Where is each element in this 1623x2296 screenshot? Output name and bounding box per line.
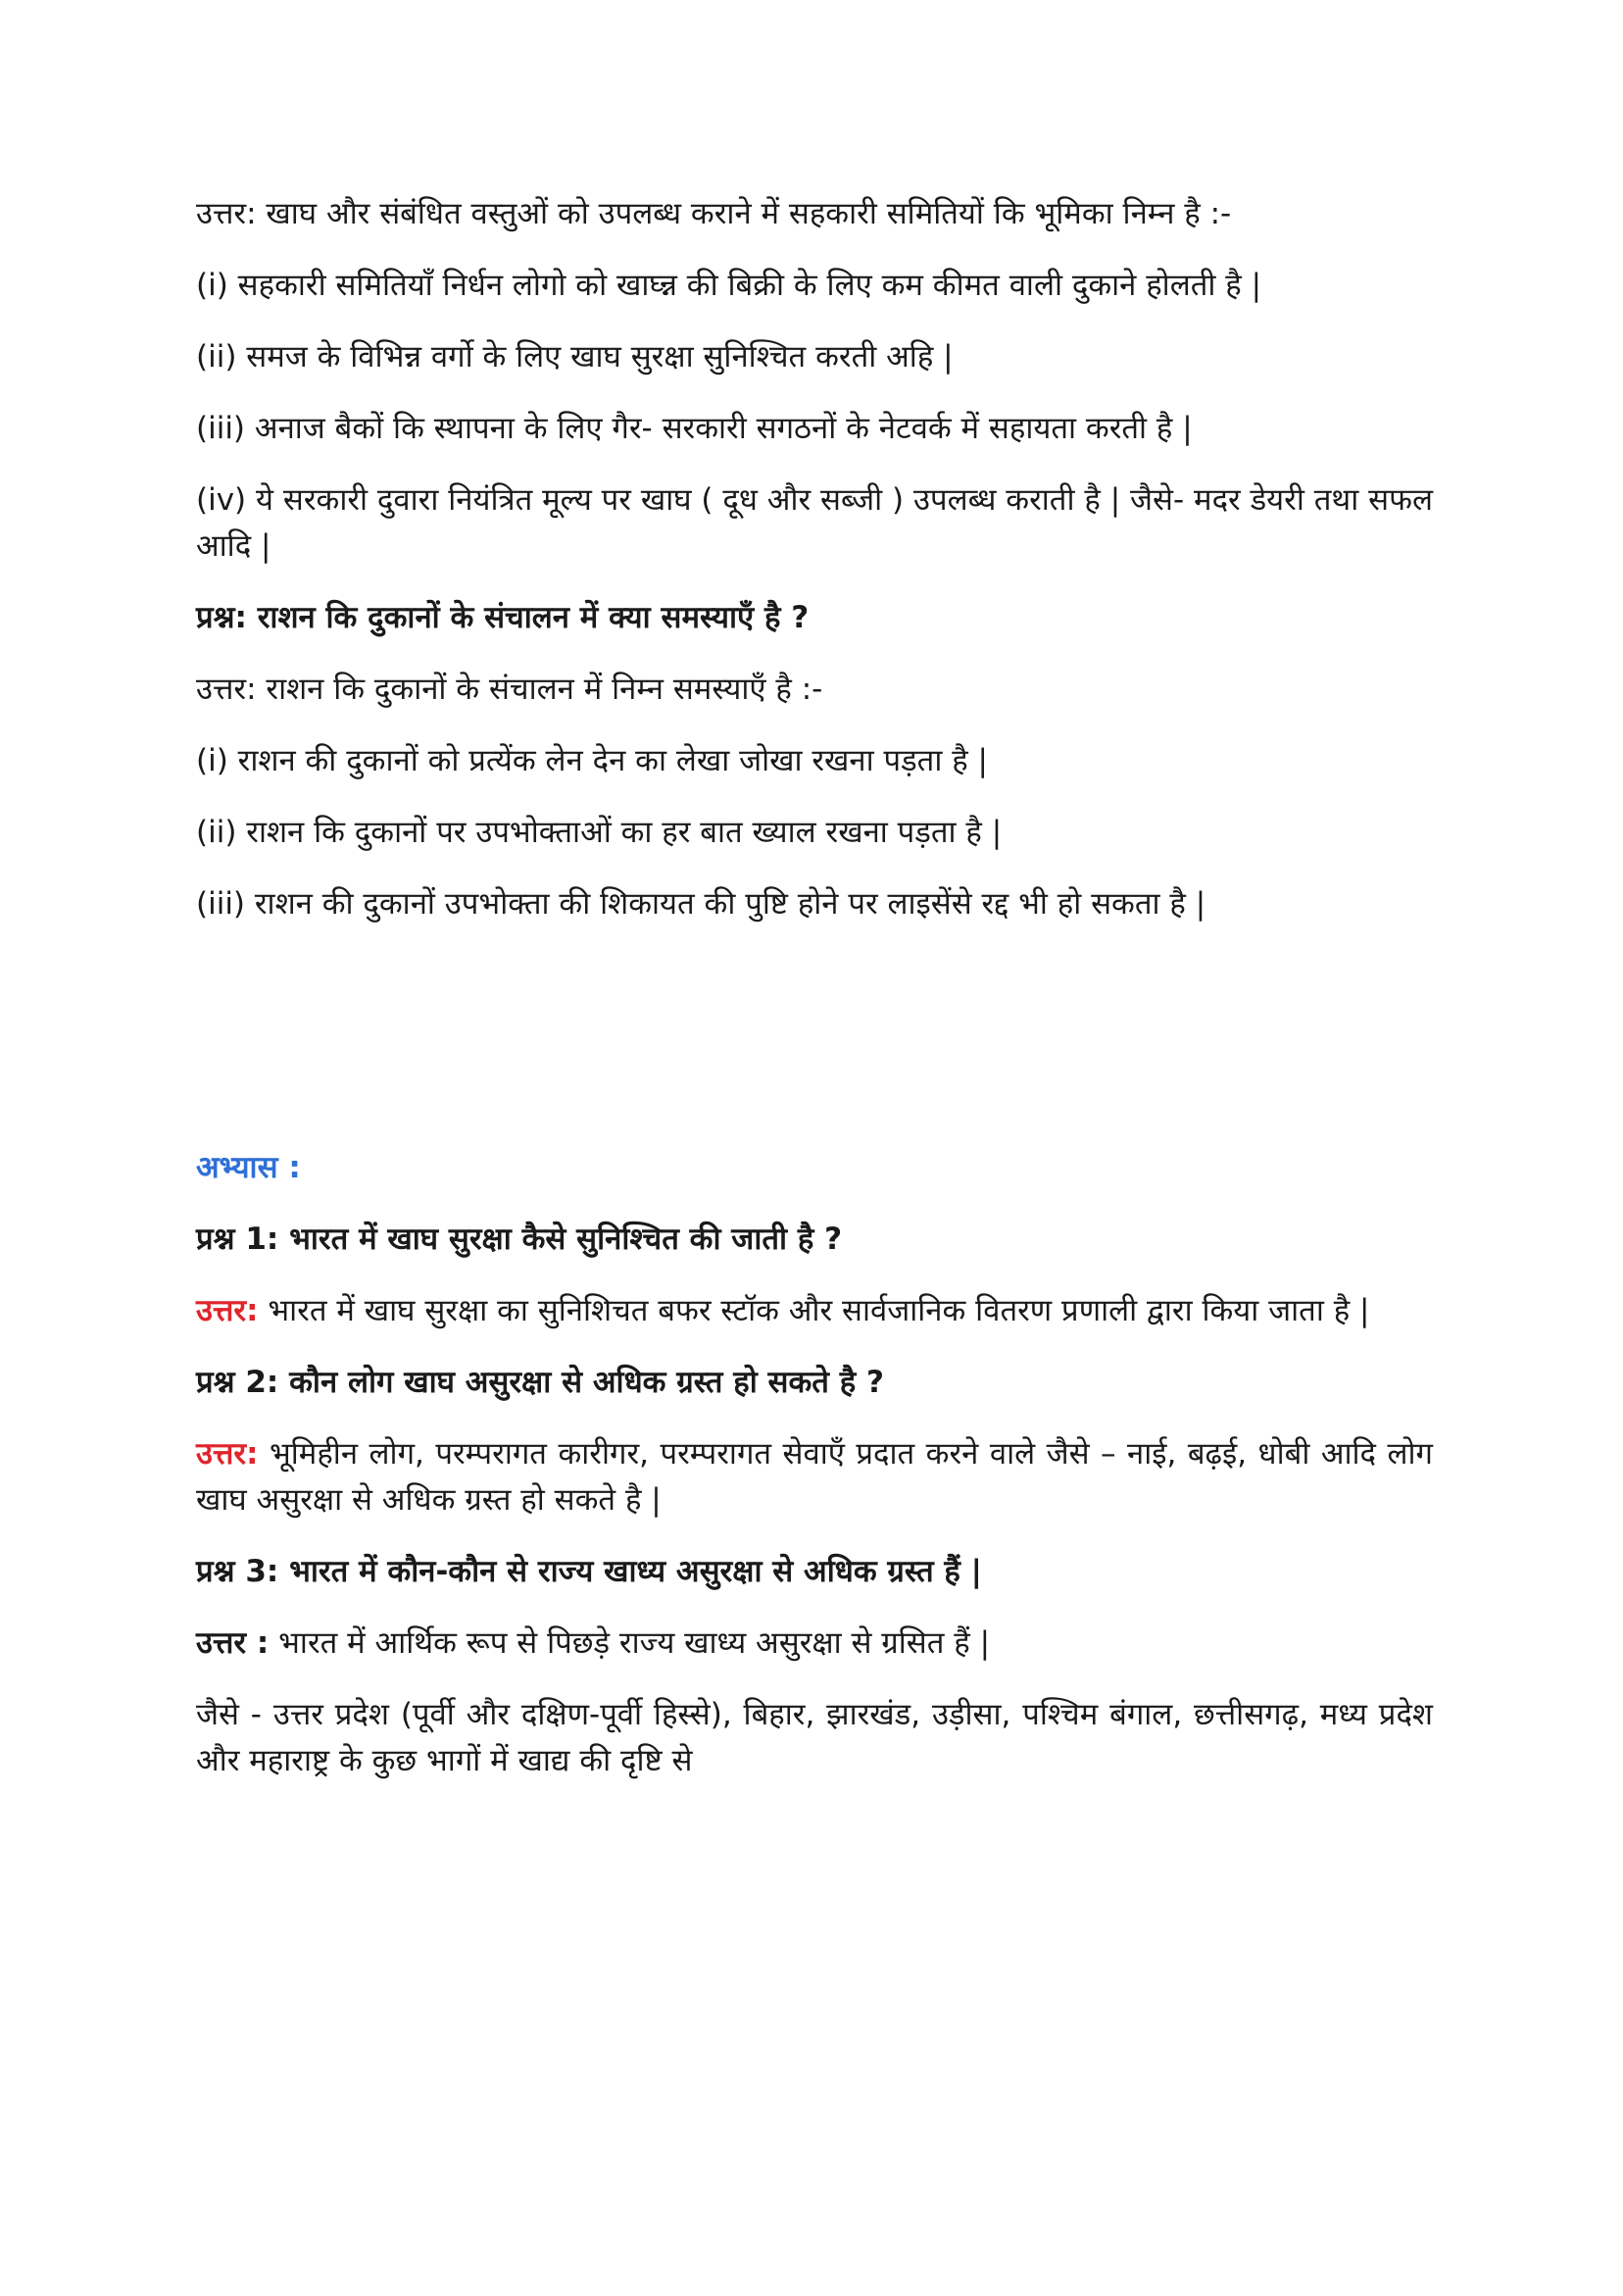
document-page — [196, 191, 1433, 1784]
exercise-question-3: प्रश्न 3: भारत में कौन-कौन से राज्य खाध्य असुरक्षा से अधिक ग्रस्त हैं | — [196, 1554, 982, 1589]
exercise-heading: अभ्यास : — [196, 1150, 301, 1185]
ration-point-2: (ii) राशन कि दुकानों पर उपभोक्ताओं का हर बात ख्याल रखना पड़ता है | — [196, 815, 1003, 850]
exercise-answer-2 — [196, 1431, 1433, 1523]
cooperatives-point-1: (i) सहकारी समितियाँ निर्धन लोगो को खाघ्न्न की बिक्री के लिए कम कीमत वाली दुकाने होलती है | — [196, 268, 1262, 303]
answer-intro-ration-shops: उत्तर: राशन कि दुकानों के संचालन में निम्न समस्याएँ है :- — [196, 672, 823, 707]
exercise-answer-3-continuation: जैसे - उत्तर प्रदेश (पूर्वी और दक्षिण-पूर्वी हिस्से), बिहार, झारखंड, उड़ीसा, पश्चिम बंगाल, छत्तीसगढ़, मध्य प्रदेश और महाराष्ट्र के कुछ भागों में खाद्य की दृष्टि से — [196, 1697, 1433, 1778]
answer-label: उत्तर: — [196, 1436, 259, 1472]
exercise-question-2: प्रश्न 2: कौन लोग खाघ असुरक्षा से अधिक ग्रस्त हो सकते है ? — [196, 1365, 884, 1400]
answer-label: उत्तर : — [196, 1625, 270, 1661]
answer-label: उत्तर: — [196, 1293, 259, 1328]
answer-text: भारत में आर्थिक रूप से पिछड़े राज्य खाध्य असुरक्षा से ग्रसित हैं | — [269, 1625, 991, 1661]
cooperatives-point-2: (ii) समज के विभिन्न वर्गो के लिए खाघ सुरक्षा सुनिश्चित करती अहि | — [196, 339, 954, 374]
exercise-answer-3 — [196, 1621, 1433, 1667]
exercise-question-1: प्रश्न 1: भारत में खाघ सुरक्षा कैसे सुनिश्चित की जाती है ? — [196, 1222, 843, 1257]
ration-point-1: (i) राशन की दुकानों को प्रत्येंक लेन देन का लेखा जोखा रखना पड़ता है | — [196, 743, 988, 778]
answer-text: भूमिहीन लोग, परम्परागत कारीगर, परम्परागत सेवाएँ प्रदात करने वाले जैसे – नाई, बढ़ई, धोबी आदि लोग खाघ असुरक्षा से अधिक ग्रस्त हो सकते है | — [196, 1436, 1433, 1518]
answer-text: भारत में खाघ सुरक्षा का सुनिशिचत बफर स्टॉक और सार्वजानिक वितरण प्रणाली द्वारा किया जाता है | — [258, 1293, 1370, 1328]
ration-point-3: (iii) राशन की दुकानों उपभोक्ता की शिकायत की पुष्टि होने पर लाइसेंसे रद्द भी हो सकता है | — [196, 886, 1206, 922]
exercise-answer-1 — [196, 1288, 1433, 1334]
cooperatives-point-4: (iv) ये सरकारी दुवारा नियंत्रित मूल्य पर खाघ ( दूध और सब्जी ) उपलब्ध कराती है | जैसे- मदर डेयरी तथा सफल आदि | — [196, 482, 1433, 564]
cooperatives-point-3: (iii) अनाज बैकों कि स्थापना के लिए गैर- सरकारी सगठनों के नेटवर्क में सहायता करती है | — [196, 411, 1193, 446]
question-ration-shops: प्रश्न: राशन कि दुकानों के संचालन में क्या समस्याएँ है ? — [196, 600, 810, 635]
answer-intro-cooperatives: उत्तर: खाघ और संबंधित वस्तुओं को उपलब्ध कराने में सहकारी समितियों कि भूमिका निम्न है :- — [196, 196, 1232, 231]
